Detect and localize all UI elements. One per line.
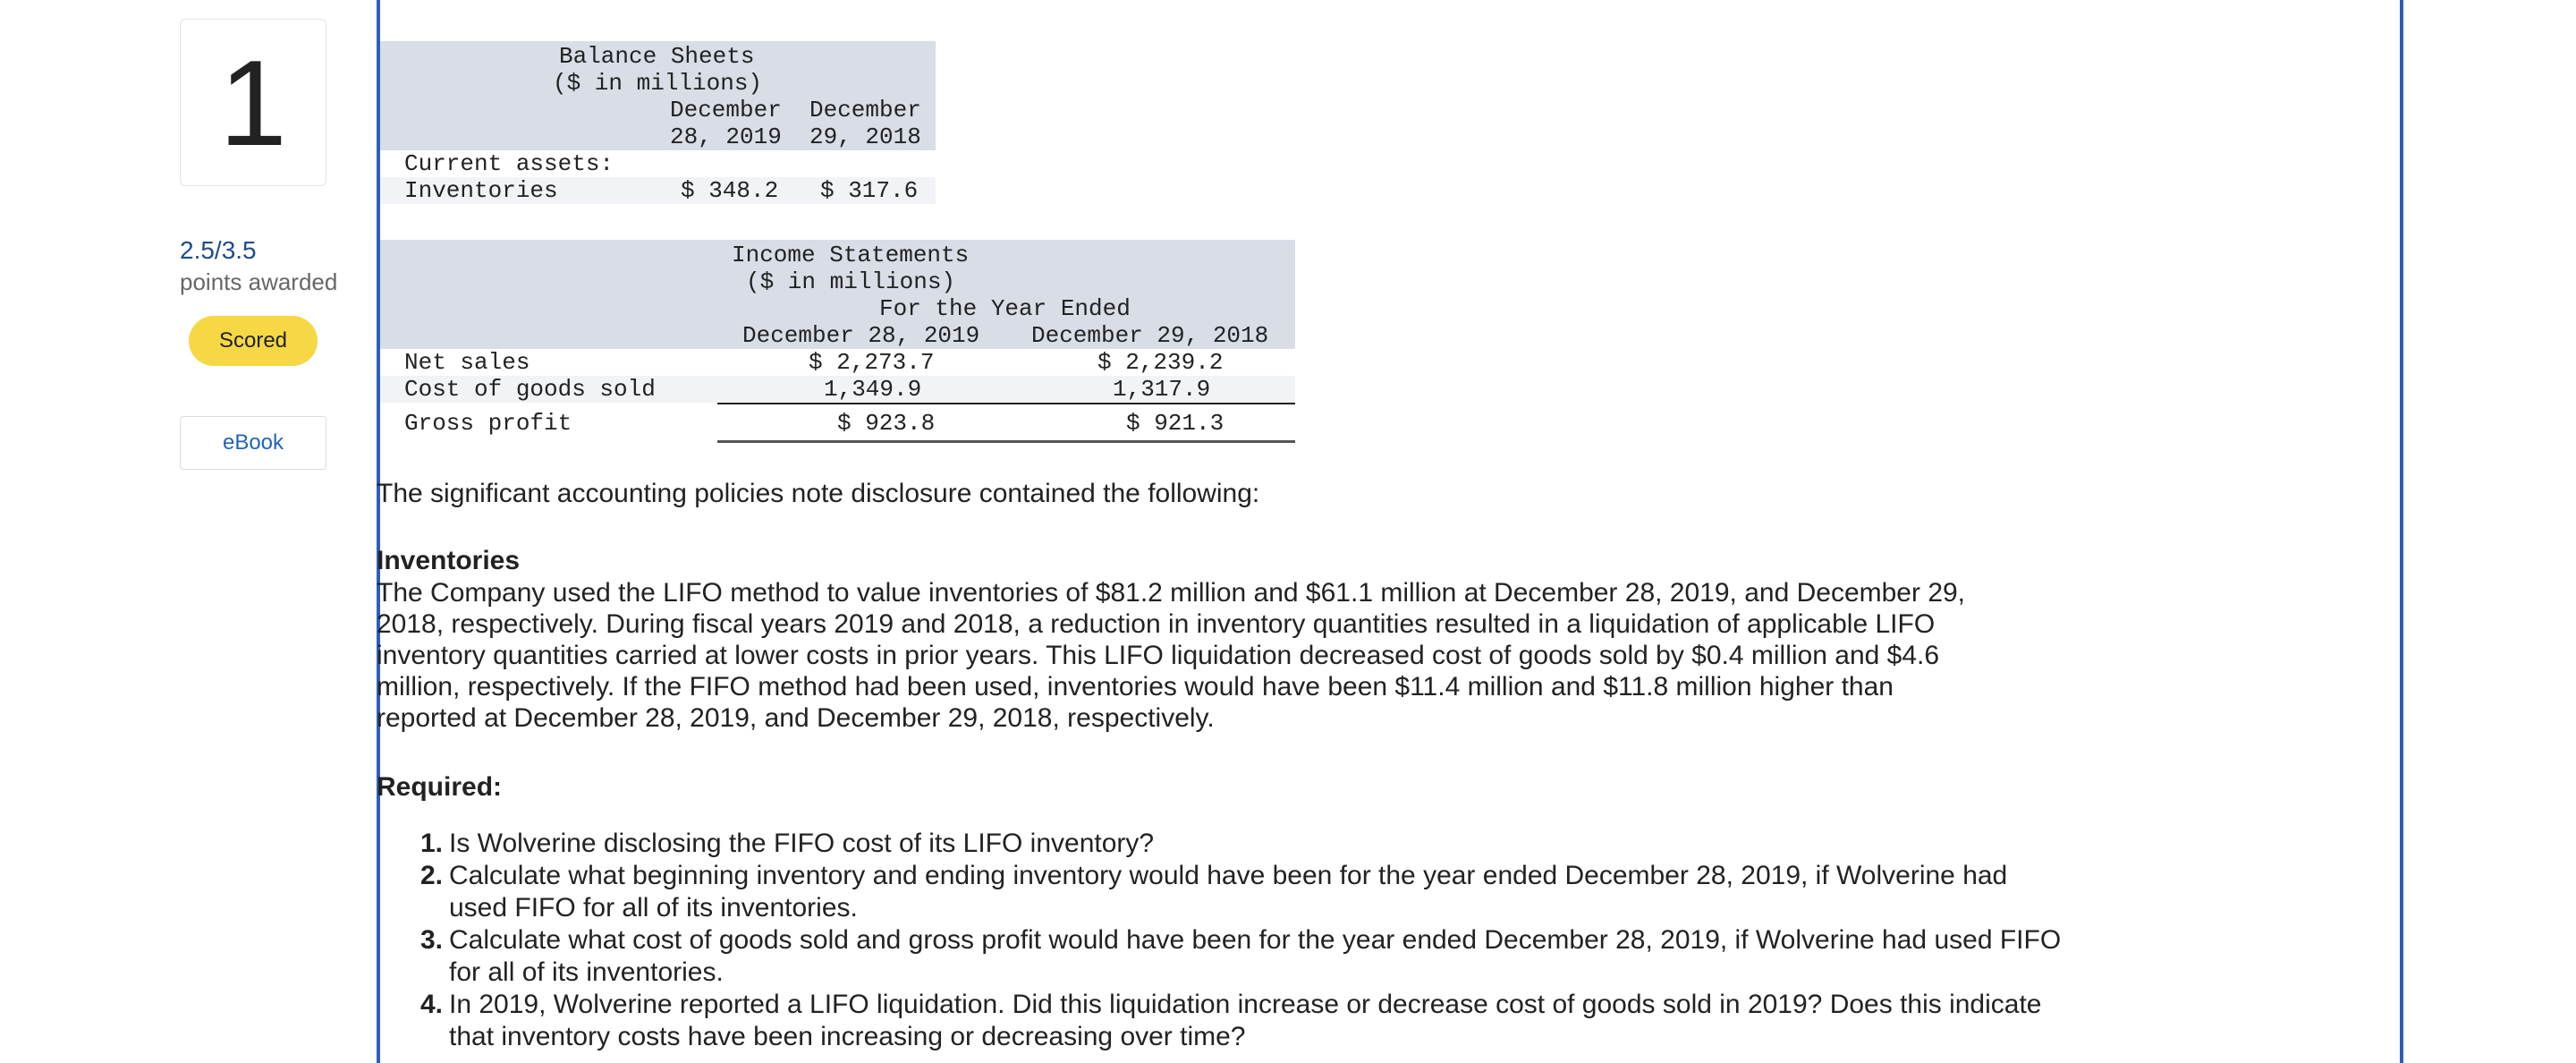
balance-sheet-row-label: Inventories xyxy=(404,177,558,204)
table-row-value-2018: $ 921.3 xyxy=(1126,410,1224,437)
income-statement-title: Income Statements xyxy=(732,242,970,268)
balance-sheet-section: Current assets: xyxy=(404,150,614,177)
balance-sheet-title: Balance Sheets xyxy=(559,43,755,70)
inventories-line: 2018, respectively. During fiscal years 2019 and 2018, a reduction in inventory quantities resulted in a liquidation of applicable LIFO xyxy=(377,609,1936,639)
list-item-number: 1. xyxy=(420,829,444,858)
question-number: 1 xyxy=(219,34,287,171)
inventories-heading: Inventories xyxy=(377,546,521,575)
list-item-text: In 2019, Wolverine reported a LIFO liquidation. Did this liquidation increase or decrease cost of goods sold in 2019? Does this indicate that inventory costs have been increasing or decreasing over time? xyxy=(449,990,2042,1051)
list-item xyxy=(420,924,2066,989)
required-list xyxy=(420,828,2066,1053)
table-row-value-2019: 1,349.9 xyxy=(824,376,922,403)
table-row-label: Cost of goods sold xyxy=(404,376,656,403)
list-item-number: 2. xyxy=(420,861,444,890)
content-frame-right-border xyxy=(2400,0,2403,1063)
income-statement-units: ($ in millions) xyxy=(746,268,956,295)
income-statement-period: For the Year Ended xyxy=(879,295,1131,322)
content-frame-left-border xyxy=(377,0,380,1063)
balance-sheet-col2-line2: 29, 2018 xyxy=(809,123,921,150)
inventories-line: The Company used the LIFO method to value inventories of $81.2 million and $61.1 million at December 28, 2019, and December 29, xyxy=(377,578,1966,608)
income-statement-col2: December 29, 2018 xyxy=(1031,322,1269,349)
table-row-value-2018: $ 2,239.2 xyxy=(1097,349,1224,376)
balance-sheet-col1-line2: 28, 2019 xyxy=(670,123,782,150)
points-score: 2.5/3.5 xyxy=(180,236,257,264)
list-item-text: Is Wolverine disclosing the FIFO cost of its LIFO inventory? xyxy=(449,829,1155,858)
list-item-text: Calculate what beginning inventory and ending inventory would have been for the year ended December 28, 2019, if Wolverine had used FIFO for all of its inventories. xyxy=(449,861,2008,923)
note-intro: The significant accounting policies note disclosure contained the following: xyxy=(377,479,1260,508)
table-row-label: Net sales xyxy=(404,349,530,376)
list-item xyxy=(420,989,2066,1053)
income-statement-col1: December 28, 2019 xyxy=(742,322,980,349)
list-item-number: 3. xyxy=(420,925,444,955)
total-rule xyxy=(717,440,1295,443)
table-row-value-2019: $ 923.8 xyxy=(837,410,936,437)
balance-sheet-col1-line1: December xyxy=(670,97,782,123)
question-number-box xyxy=(180,19,326,186)
balance-sheet-col2-line1: December xyxy=(809,97,921,123)
inventories-line: reported at December 28, 2019, and December 29, 2018, respectively. xyxy=(377,703,1215,733)
list-item-text: Calculate what cost of goods sold and gross profit would have been for the year ended December 28, 2019, if Wolverine had used FIFO for all of its inventories. xyxy=(449,925,2062,987)
list-item-number: 4. xyxy=(420,990,444,1019)
ebook-button[interactable]: eBook xyxy=(180,416,326,470)
balance-sheet-row-value-2018: $ 317.6 xyxy=(820,177,919,204)
list-item xyxy=(420,828,2066,860)
balance-sheet-units: ($ in millions) xyxy=(553,70,763,97)
status-badge: Scored xyxy=(189,316,318,366)
table-row-value-2019: $ 2,273.7 xyxy=(809,349,935,376)
table-row-label: Gross profit xyxy=(404,410,572,437)
balance-sheet-row-value-2019: $ 348.2 xyxy=(681,177,779,204)
inventories-line: million, respectively. If the FIFO method had been used, inventories would have been $11.4 million and $11.8 million higher than xyxy=(377,672,1894,702)
inventories-paragraph xyxy=(377,577,2389,734)
inventories-line: inventory quantities carried at lower costs in prior years. This LIFO liquidation decreased cost of goods sold by $0.4 million and $4.6 xyxy=(377,641,1940,670)
required-heading: Required: xyxy=(377,772,503,802)
list-item xyxy=(420,860,2066,924)
subtotal-rule xyxy=(717,403,1295,404)
table-row-value-2018: 1,317.9 xyxy=(1113,376,1211,403)
points-label: points awarded xyxy=(180,268,338,295)
